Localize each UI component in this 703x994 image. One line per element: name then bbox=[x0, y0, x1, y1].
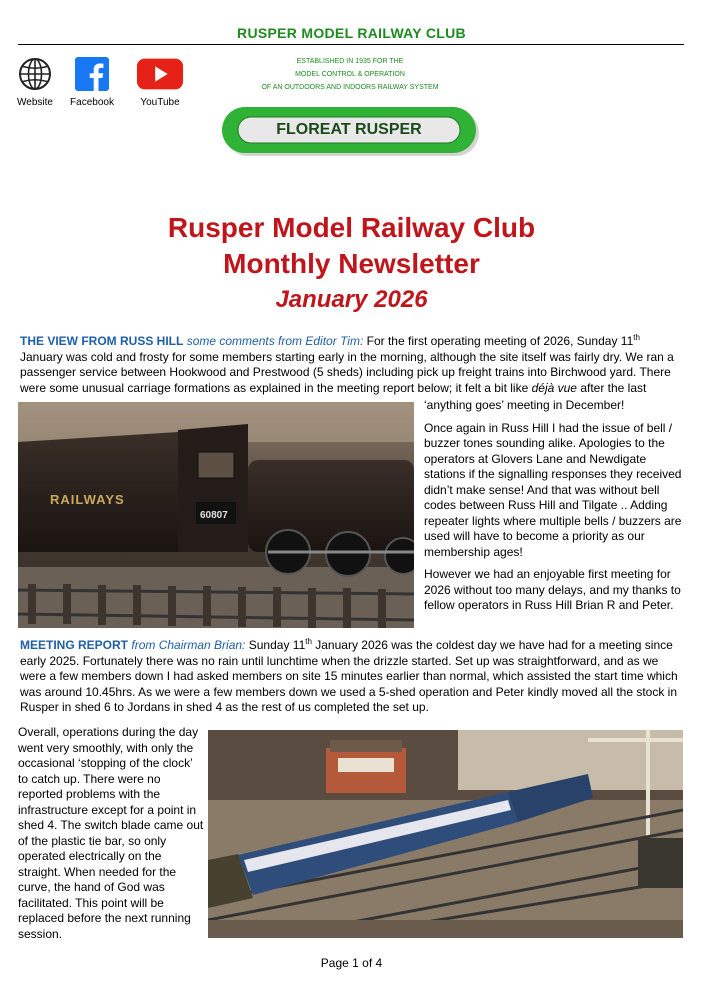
newsletter-subtitle: Monthly Newsletter bbox=[223, 248, 480, 279]
loco-number: 60807 bbox=[200, 510, 228, 521]
layout-illustration bbox=[208, 730, 683, 938]
youtube-link[interactable] bbox=[135, 57, 185, 108]
report-byline: from Chairman Brian: bbox=[131, 638, 246, 652]
view-paragraph-3: However we had an enjoyable first meeting for 2026 without too many delays, and my thanks to fellow operators in Russ Hill Brian R and Peter. bbox=[424, 567, 681, 612]
view-intro: THE VIEW FROM RUSS HILL some comments from Editor Tim: For the first operating meeting of 2026, Sunday 11th January was cold and frosty for some members starting early in the morning, although the site itself was fairly dry. We ran a passenger service between Hookwood and Prestwood (5 sheds) including pick up freight trains into Birchwood yard. There were some unusual carriage formations as explained in the meeting report below; it felt a bit like déjà vue after the last bbox=[20, 333, 674, 395]
website-link[interactable] bbox=[10, 57, 60, 108]
report-heading: MEETING REPORT bbox=[20, 638, 129, 652]
view-heading: THE VIEW FROM RUSS HILL bbox=[20, 334, 184, 348]
header-rule bbox=[18, 44, 684, 45]
view-continuation: ‘anything goes’ meeting in December! Once again in Russ Hill I had the issue of bell / buzzer tones sounding alike. Apologies to the operators at Glovers Lane and Newdigate stations if the signalling responses they received didn’t make sense! And that was without bell codes between Russ Hill and Tilgate .. Adding repeater lights where multiple bells / buzzers are used will have to become a priority as our membership ages! However we had an enjoyable first meeting for 2026 without too many delays, and my thanks to fellow operators in Russ Hill Brian R and Peter. bbox=[424, 398, 686, 614]
globe-icon bbox=[18, 57, 52, 91]
report-intro: MEETING REPORT from Chairman Brian: Sunday 11th January 2026 was the coldest day we have had for a meeting since early 2025. Fortunately there was no rain until lunchtime when the drizzle started. Set up was straightforward, and as we were a few members down I had asked members on site 15 minutes earlier than normal, which assisted the start time which was around 10.45hrs. As we were a few members down we used a 5-shed operation and Peter kindly moved all the stock in Rusper in shed 6 to Jordans in shed 4 as the rest of us completed the set up. bbox=[20, 637, 678, 714]
loco-lettering: RAILWAYS bbox=[50, 492, 125, 507]
youtube-icon bbox=[136, 57, 184, 91]
facebook-link[interactable] bbox=[67, 57, 117, 108]
view-byline: some comments from Editor Tim: bbox=[186, 334, 364, 348]
motto-text: FLOREAT RUSPER bbox=[276, 121, 422, 138]
club-name: RUSPER MODEL RAILWAY CLUB bbox=[237, 25, 466, 41]
website-label: Website bbox=[17, 97, 53, 108]
newsletter-date: January 2026 bbox=[275, 286, 428, 313]
layout-photo bbox=[208, 730, 683, 938]
facebook-label: Facebook bbox=[70, 97, 114, 108]
page-number: Page 1 of 4 bbox=[320, 956, 383, 970]
established-note: ESTABLISHED IN 1935 FOR THE MODEL CONTROL & OPERATION OF AN OUTDOORS AND INDOORS RAILWAY SYSTEM bbox=[261, 58, 439, 91]
locomotive-photo bbox=[18, 402, 414, 628]
report-paragraph-2: Overall, operations during the day went very smoothly, with only the occasional ‘stopping of the clock’ to catch up. There were no reported problems with the infrastructure except for a point in shed 4. The switch blade came out of the plastic tie bar, so only operated electrically on the straight. When needed for the curve, the hand of God was facilitated. This point will be replaced before the next running session. bbox=[18, 725, 204, 941]
view-paragraph-2: Once again in Russ Hill I had the issue of bell / buzzer tones sounding alike. Apologies to the operators at Glovers Lane and Newdigate stations if the signalling responses they received didn’t make sense! And that was without bell codes between Russ Hill and Tilgate .. Adding repeater lights where multiple bells / buzzers are used will have to become a priority as our membership ages! bbox=[424, 420, 682, 559]
locomotive-illustration bbox=[18, 402, 414, 628]
youtube-label: YouTube bbox=[140, 97, 180, 108]
facebook-icon bbox=[75, 57, 109, 91]
newsletter-title: Rusper Model Railway Club bbox=[167, 212, 536, 243]
motto-badge bbox=[221, 105, 483, 159]
